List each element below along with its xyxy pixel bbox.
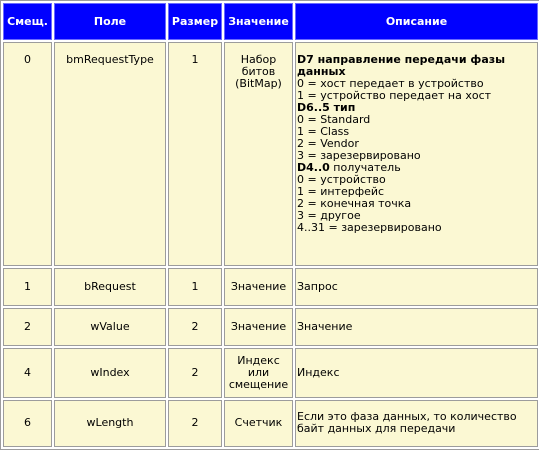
description-line: 2 = конечная точка <box>297 197 412 210</box>
value-cell: Счетчик <box>224 400 293 447</box>
description-cell: Значение <box>295 308 538 346</box>
description-cell <box>295 42 538 266</box>
offset-cell: 6 <box>3 400 52 447</box>
table-row <box>3 268 538 306</box>
column-header-field: Поле <box>54 3 166 40</box>
size-cell: 1 <box>168 268 222 306</box>
description-cell: Индекс <box>295 348 538 398</box>
value-cell: Значение <box>224 308 293 346</box>
description-line: 2 = Vendor <box>297 137 359 150</box>
table-row <box>3 42 538 266</box>
description-line: 0 = устройство <box>297 173 386 186</box>
field-cell: bmRequestType <box>54 42 166 266</box>
description-line: D6..5 тип <box>297 101 356 114</box>
table-row <box>3 308 538 346</box>
column-header-size: Размер <box>168 3 222 40</box>
size-cell: 2 <box>168 308 222 346</box>
description-line-bold: D4..0 <box>297 161 330 174</box>
value-cell: Значение <box>224 268 293 306</box>
description-line: 4..31 = зарезервировано <box>297 221 442 234</box>
description-line: 0 = хост передает в устройство <box>297 77 484 90</box>
description-cell: Если это фаза данных, то количество байт данных для передачи <box>295 400 538 447</box>
column-header-offset: Смещ. <box>3 3 52 40</box>
offset-cell: 1 <box>3 268 52 306</box>
description-line: 1 = интерфейс <box>297 185 385 198</box>
field-cell: wValue <box>54 308 166 346</box>
description-line: 1 = Class <box>297 125 350 138</box>
table-row <box>3 348 538 398</box>
field-cell: wIndex <box>54 348 166 398</box>
description-line: D7 направление передачи фазы данных <box>297 53 506 78</box>
field-cell: bRequest <box>54 268 166 306</box>
size-cell: 2 <box>168 348 222 398</box>
table-row <box>3 400 538 447</box>
description-line: 3 = другое <box>297 209 361 222</box>
description-line: 1 = устройство передает на хост <box>297 89 492 102</box>
offset-cell: 4 <box>3 348 52 398</box>
description-line-rest: получатель <box>329 161 401 174</box>
description-line: 3 = зарезервировано <box>297 149 421 162</box>
value-cell: Набор битов (BitMap) <box>224 42 293 266</box>
column-header-description: Описание <box>295 3 538 40</box>
size-cell: 1 <box>168 42 222 266</box>
description-cell: Запрос <box>295 268 538 306</box>
offset-cell: 2 <box>3 308 52 346</box>
table-header-row <box>3 3 538 40</box>
value-cell: Индекс или смещение <box>224 348 293 398</box>
field-cell: wLength <box>54 400 166 447</box>
offset-cell: 0 <box>3 42 52 266</box>
size-cell: 2 <box>168 400 222 447</box>
description-line: 0 = Standard <box>297 113 371 126</box>
column-header-value: Значение <box>224 3 293 40</box>
